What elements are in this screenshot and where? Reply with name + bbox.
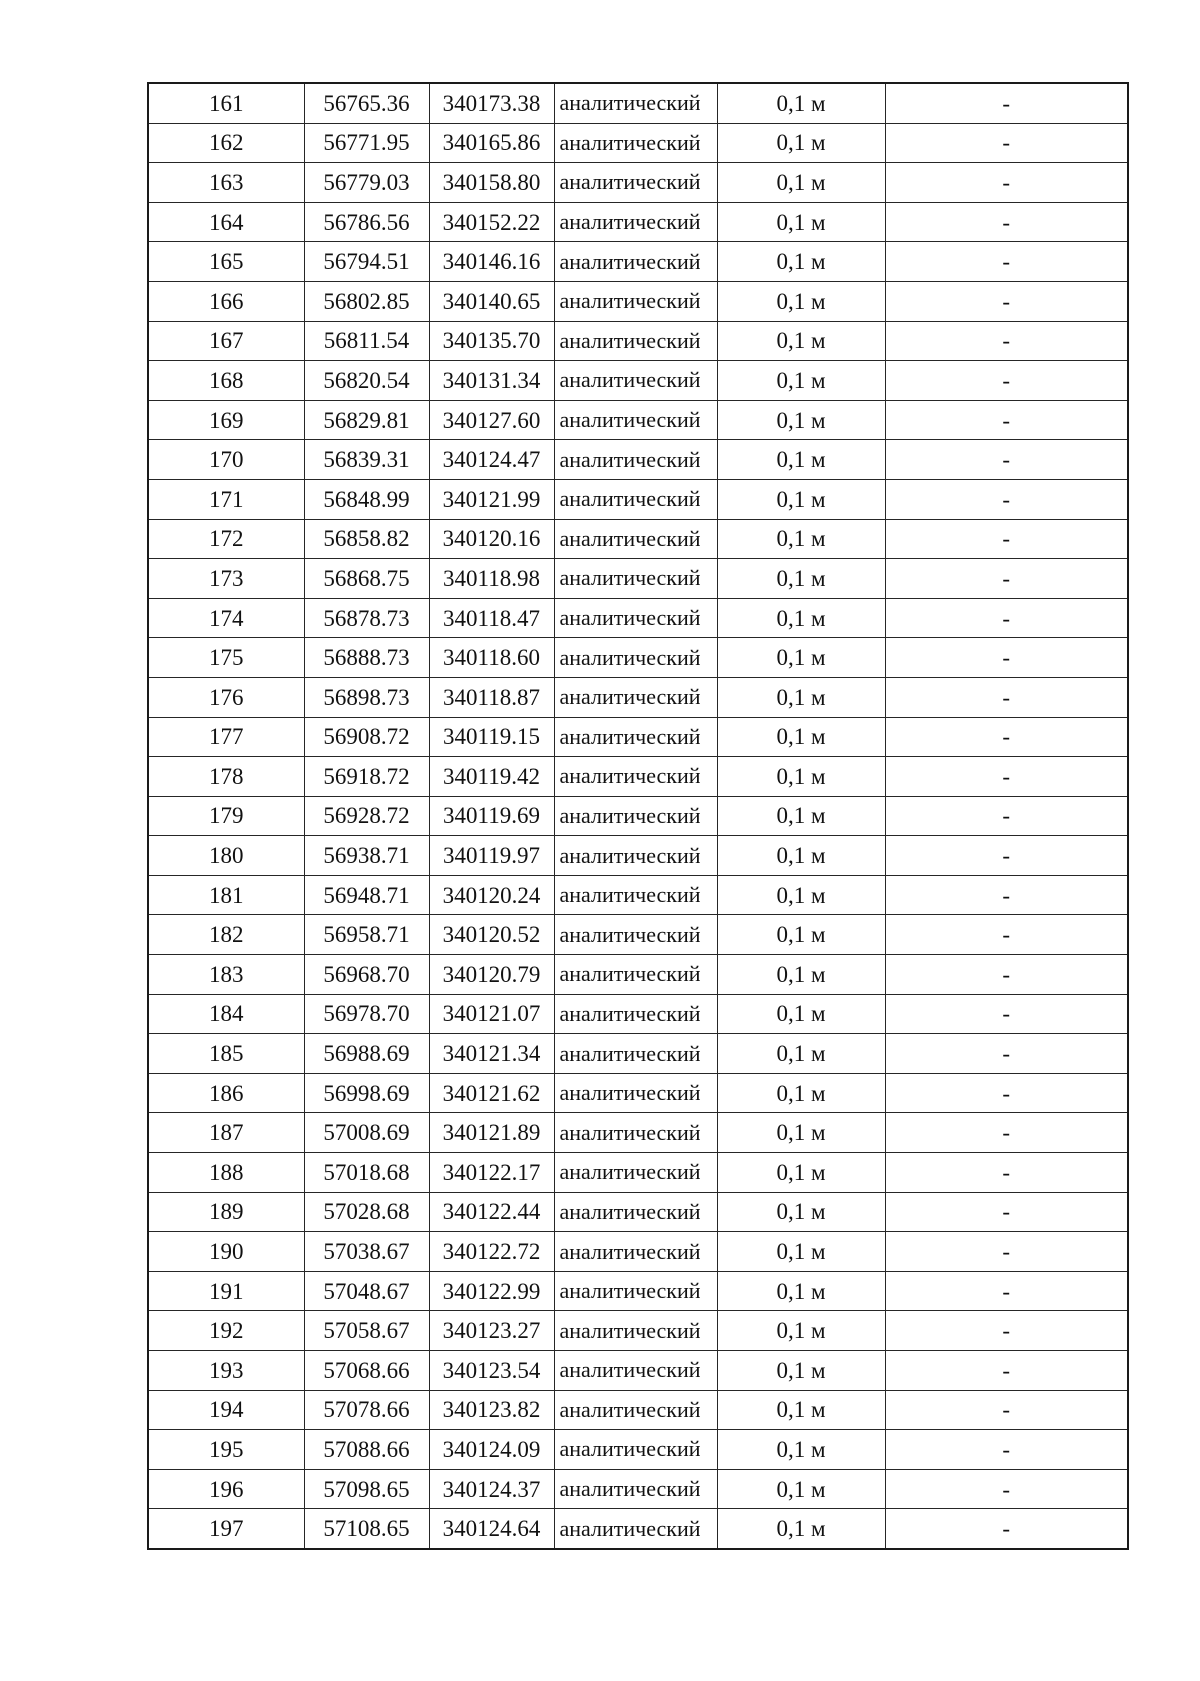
- table-row: [148, 1192, 1128, 1232]
- table-row: [148, 400, 1128, 440]
- method-cell: аналитический: [554, 123, 717, 163]
- point-number-cell: 175: [148, 638, 304, 678]
- x-coordinate-cell: 57108.65: [304, 1509, 429, 1549]
- accuracy-cell: 0,1 м: [717, 83, 885, 123]
- accuracy-cell: 0,1 м: [717, 1469, 885, 1509]
- point-number-cell: 192: [148, 1311, 304, 1351]
- point-number-cell: 161: [148, 83, 304, 123]
- method-cell: аналитический: [554, 875, 717, 915]
- accuracy-cell: 0,1 м: [717, 1430, 885, 1470]
- note-cell: -: [885, 1509, 1128, 1549]
- accuracy-cell: 0,1 м: [717, 875, 885, 915]
- note-cell: -: [885, 836, 1128, 876]
- method-cell: аналитический: [554, 1271, 717, 1311]
- accuracy-cell: 0,1 м: [717, 281, 885, 321]
- y-coordinate-cell: 340119.97: [429, 836, 554, 876]
- point-number-cell: 195: [148, 1430, 304, 1470]
- table-row: [148, 1351, 1128, 1391]
- x-coordinate-cell: 56868.75: [304, 559, 429, 599]
- y-coordinate-cell: 340119.15: [429, 717, 554, 757]
- accuracy-cell: 0,1 м: [717, 440, 885, 480]
- method-cell: аналитический: [554, 400, 717, 440]
- x-coordinate-cell: 56802.85: [304, 281, 429, 321]
- method-cell: аналитический: [554, 1232, 717, 1272]
- table-row: [148, 875, 1128, 915]
- x-coordinate-cell: 56839.31: [304, 440, 429, 480]
- accuracy-cell: 0,1 м: [717, 677, 885, 717]
- table-row: [148, 519, 1128, 559]
- table-row: [148, 559, 1128, 599]
- note-cell: -: [885, 202, 1128, 242]
- point-number-cell: 167: [148, 321, 304, 361]
- method-cell: аналитический: [554, 361, 717, 401]
- accuracy-cell: 0,1 м: [717, 955, 885, 995]
- method-cell: аналитический: [554, 1351, 717, 1391]
- point-number-cell: 178: [148, 757, 304, 797]
- table-row: [148, 479, 1128, 519]
- note-cell: -: [885, 915, 1128, 955]
- table-row: [148, 677, 1128, 717]
- method-cell: аналитический: [554, 717, 717, 757]
- point-number-cell: 197: [148, 1509, 304, 1549]
- x-coordinate-cell: 56794.51: [304, 242, 429, 282]
- note-cell: -: [885, 519, 1128, 559]
- accuracy-cell: 0,1 м: [717, 1153, 885, 1193]
- note-cell: -: [885, 875, 1128, 915]
- method-cell: аналитический: [554, 519, 717, 559]
- note-cell: -: [885, 994, 1128, 1034]
- table-row: [148, 598, 1128, 638]
- note-cell: -: [885, 559, 1128, 599]
- point-number-cell: 179: [148, 796, 304, 836]
- table-row: [148, 361, 1128, 401]
- table-row: [148, 638, 1128, 678]
- accuracy-cell: 0,1 м: [717, 836, 885, 876]
- table-row: [148, 1073, 1128, 1113]
- method-cell: аналитический: [554, 994, 717, 1034]
- table-row: [148, 242, 1128, 282]
- x-coordinate-cell: 56928.72: [304, 796, 429, 836]
- note-cell: -: [885, 242, 1128, 282]
- x-coordinate-cell: 56958.71: [304, 915, 429, 955]
- method-cell: аналитический: [554, 757, 717, 797]
- y-coordinate-cell: 340121.99: [429, 479, 554, 519]
- method-cell: аналитический: [554, 440, 717, 480]
- method-cell: аналитический: [554, 281, 717, 321]
- y-coordinate-cell: 340118.98: [429, 559, 554, 599]
- method-cell: аналитический: [554, 202, 717, 242]
- accuracy-cell: 0,1 м: [717, 757, 885, 797]
- y-coordinate-cell: 340122.44: [429, 1192, 554, 1232]
- point-number-cell: 176: [148, 677, 304, 717]
- point-number-cell: 196: [148, 1469, 304, 1509]
- method-cell: аналитический: [554, 638, 717, 678]
- x-coordinate-cell: 57098.65: [304, 1469, 429, 1509]
- accuracy-cell: 0,1 м: [717, 598, 885, 638]
- table-row: [148, 281, 1128, 321]
- note-cell: -: [885, 479, 1128, 519]
- x-coordinate-cell: 57018.68: [304, 1153, 429, 1193]
- y-coordinate-cell: 340121.89: [429, 1113, 554, 1153]
- point-number-cell: 187: [148, 1113, 304, 1153]
- table-row: [148, 123, 1128, 163]
- note-cell: -: [885, 361, 1128, 401]
- x-coordinate-cell: 56786.56: [304, 202, 429, 242]
- method-cell: аналитический: [554, 479, 717, 519]
- x-coordinate-cell: 56988.69: [304, 1034, 429, 1074]
- method-cell: аналитический: [554, 321, 717, 361]
- y-coordinate-cell: 340123.27: [429, 1311, 554, 1351]
- method-cell: аналитический: [554, 1113, 717, 1153]
- accuracy-cell: 0,1 м: [717, 1113, 885, 1153]
- table-row: [148, 1311, 1128, 1351]
- point-number-cell: 172: [148, 519, 304, 559]
- y-coordinate-cell: 340173.38: [429, 83, 554, 123]
- table-row: [148, 836, 1128, 876]
- point-number-cell: 169: [148, 400, 304, 440]
- method-cell: аналитический: [554, 163, 717, 203]
- table-row: [148, 321, 1128, 361]
- accuracy-cell: 0,1 м: [717, 1509, 885, 1549]
- note-cell: -: [885, 1351, 1128, 1391]
- x-coordinate-cell: 56848.99: [304, 479, 429, 519]
- point-number-cell: 184: [148, 994, 304, 1034]
- method-cell: аналитический: [554, 796, 717, 836]
- note-cell: -: [885, 440, 1128, 480]
- coordinates-table-body: [148, 83, 1128, 1549]
- note-cell: -: [885, 123, 1128, 163]
- method-cell: аналитический: [554, 598, 717, 638]
- y-coordinate-cell: 340121.62: [429, 1073, 554, 1113]
- method-cell: аналитический: [554, 677, 717, 717]
- note-cell: -: [885, 677, 1128, 717]
- accuracy-cell: 0,1 м: [717, 242, 885, 282]
- x-coordinate-cell: 57078.66: [304, 1390, 429, 1430]
- method-cell: аналитический: [554, 1073, 717, 1113]
- x-coordinate-cell: 56779.03: [304, 163, 429, 203]
- method-cell: аналитический: [554, 1509, 717, 1549]
- x-coordinate-cell: 56888.73: [304, 638, 429, 678]
- table-row: [148, 83, 1128, 123]
- y-coordinate-cell: 340122.99: [429, 1271, 554, 1311]
- x-coordinate-cell: 56811.54: [304, 321, 429, 361]
- method-cell: аналитический: [554, 1153, 717, 1193]
- note-cell: -: [885, 796, 1128, 836]
- accuracy-cell: 0,1 м: [717, 915, 885, 955]
- accuracy-cell: 0,1 м: [717, 994, 885, 1034]
- y-coordinate-cell: 340120.79: [429, 955, 554, 995]
- x-coordinate-cell: 57058.67: [304, 1311, 429, 1351]
- method-cell: аналитический: [554, 1390, 717, 1430]
- x-coordinate-cell: 56948.71: [304, 875, 429, 915]
- table-row: [148, 202, 1128, 242]
- point-number-cell: 163: [148, 163, 304, 203]
- accuracy-cell: 0,1 м: [717, 1390, 885, 1430]
- accuracy-cell: 0,1 м: [717, 361, 885, 401]
- note-cell: -: [885, 1113, 1128, 1153]
- note-cell: -: [885, 83, 1128, 123]
- accuracy-cell: 0,1 м: [717, 638, 885, 678]
- point-number-cell: 162: [148, 123, 304, 163]
- x-coordinate-cell: 56829.81: [304, 400, 429, 440]
- y-coordinate-cell: 340127.60: [429, 400, 554, 440]
- method-cell: аналитический: [554, 559, 717, 599]
- method-cell: аналитический: [554, 1311, 717, 1351]
- table-row: [148, 1509, 1128, 1549]
- accuracy-cell: 0,1 м: [717, 559, 885, 599]
- y-coordinate-cell: 340120.52: [429, 915, 554, 955]
- y-coordinate-cell: 340152.22: [429, 202, 554, 242]
- table-row: [148, 757, 1128, 797]
- accuracy-cell: 0,1 м: [717, 1311, 885, 1351]
- note-cell: -: [885, 1430, 1128, 1470]
- y-coordinate-cell: 340146.16: [429, 242, 554, 282]
- accuracy-cell: 0,1 м: [717, 321, 885, 361]
- point-number-cell: 189: [148, 1192, 304, 1232]
- y-coordinate-cell: 340122.17: [429, 1153, 554, 1193]
- accuracy-cell: 0,1 м: [717, 1073, 885, 1113]
- accuracy-cell: 0,1 м: [717, 1232, 885, 1272]
- table-row: [148, 1390, 1128, 1430]
- note-cell: -: [885, 1073, 1128, 1113]
- y-coordinate-cell: 340135.70: [429, 321, 554, 361]
- x-coordinate-cell: 57008.69: [304, 1113, 429, 1153]
- accuracy-cell: 0,1 м: [717, 123, 885, 163]
- point-number-cell: 171: [148, 479, 304, 519]
- y-coordinate-cell: 340118.87: [429, 677, 554, 717]
- y-coordinate-cell: 340121.34: [429, 1034, 554, 1074]
- y-coordinate-cell: 340121.07: [429, 994, 554, 1034]
- point-number-cell: 173: [148, 559, 304, 599]
- table-row: [148, 1271, 1128, 1311]
- x-coordinate-cell: 57068.66: [304, 1351, 429, 1391]
- point-number-cell: 191: [148, 1271, 304, 1311]
- y-coordinate-cell: 340120.24: [429, 875, 554, 915]
- method-cell: аналитический: [554, 915, 717, 955]
- method-cell: аналитический: [554, 83, 717, 123]
- table-row: [148, 1469, 1128, 1509]
- point-number-cell: 194: [148, 1390, 304, 1430]
- note-cell: -: [885, 1232, 1128, 1272]
- accuracy-cell: 0,1 м: [717, 1192, 885, 1232]
- note-cell: -: [885, 1153, 1128, 1193]
- point-number-cell: 181: [148, 875, 304, 915]
- accuracy-cell: 0,1 м: [717, 717, 885, 757]
- y-coordinate-cell: 340165.86: [429, 123, 554, 163]
- table-row: [148, 440, 1128, 480]
- note-cell: -: [885, 163, 1128, 203]
- method-cell: аналитический: [554, 955, 717, 995]
- point-number-cell: 180: [148, 836, 304, 876]
- x-coordinate-cell: 56938.71: [304, 836, 429, 876]
- note-cell: -: [885, 638, 1128, 678]
- x-coordinate-cell: 56858.82: [304, 519, 429, 559]
- accuracy-cell: 0,1 м: [717, 796, 885, 836]
- y-coordinate-cell: 340124.47: [429, 440, 554, 480]
- x-coordinate-cell: 56820.54: [304, 361, 429, 401]
- y-coordinate-cell: 340119.42: [429, 757, 554, 797]
- note-cell: -: [885, 598, 1128, 638]
- point-number-cell: 190: [148, 1232, 304, 1272]
- x-coordinate-cell: 57088.66: [304, 1430, 429, 1470]
- x-coordinate-cell: 56765.36: [304, 83, 429, 123]
- x-coordinate-cell: 56908.72: [304, 717, 429, 757]
- table-row: [148, 955, 1128, 995]
- note-cell: -: [885, 1311, 1128, 1351]
- note-cell: -: [885, 955, 1128, 995]
- note-cell: -: [885, 1034, 1128, 1074]
- point-number-cell: 183: [148, 955, 304, 995]
- note-cell: -: [885, 757, 1128, 797]
- table-row: [148, 915, 1128, 955]
- y-coordinate-cell: 340118.60: [429, 638, 554, 678]
- y-coordinate-cell: 340124.37: [429, 1469, 554, 1509]
- accuracy-cell: 0,1 м: [717, 1351, 885, 1391]
- accuracy-cell: 0,1 м: [717, 400, 885, 440]
- note-cell: -: [885, 281, 1128, 321]
- x-coordinate-cell: 56771.95: [304, 123, 429, 163]
- y-coordinate-cell: 340124.64: [429, 1509, 554, 1549]
- point-number-cell: 193: [148, 1351, 304, 1391]
- table-row: [148, 1113, 1128, 1153]
- y-coordinate-cell: 340124.09: [429, 1430, 554, 1470]
- accuracy-cell: 0,1 м: [717, 1034, 885, 1074]
- note-cell: -: [885, 321, 1128, 361]
- x-coordinate-cell: 56968.70: [304, 955, 429, 995]
- point-number-cell: 166: [148, 281, 304, 321]
- coordinates-table: [147, 82, 1129, 1550]
- note-cell: -: [885, 1192, 1128, 1232]
- note-cell: -: [885, 1390, 1128, 1430]
- table-row: [148, 1232, 1128, 1272]
- point-number-cell: 185: [148, 1034, 304, 1074]
- method-cell: аналитический: [554, 1034, 717, 1074]
- method-cell: аналитический: [554, 1430, 717, 1470]
- point-number-cell: 186: [148, 1073, 304, 1113]
- method-cell: аналитический: [554, 1192, 717, 1232]
- table-row: [148, 163, 1128, 203]
- table-row: [148, 994, 1128, 1034]
- method-cell: аналитический: [554, 1469, 717, 1509]
- x-coordinate-cell: 56998.69: [304, 1073, 429, 1113]
- point-number-cell: 164: [148, 202, 304, 242]
- x-coordinate-cell: 56898.73: [304, 677, 429, 717]
- y-coordinate-cell: 340123.82: [429, 1390, 554, 1430]
- table-row: [148, 717, 1128, 757]
- x-coordinate-cell: 57038.67: [304, 1232, 429, 1272]
- x-coordinate-cell: 57028.68: [304, 1192, 429, 1232]
- note-cell: -: [885, 717, 1128, 757]
- y-coordinate-cell: 340120.16: [429, 519, 554, 559]
- point-number-cell: 174: [148, 598, 304, 638]
- point-number-cell: 165: [148, 242, 304, 282]
- table-row: [148, 1153, 1128, 1193]
- accuracy-cell: 0,1 м: [717, 1271, 885, 1311]
- accuracy-cell: 0,1 м: [717, 202, 885, 242]
- point-number-cell: 170: [148, 440, 304, 480]
- point-number-cell: 188: [148, 1153, 304, 1193]
- x-coordinate-cell: 56878.73: [304, 598, 429, 638]
- y-coordinate-cell: 340118.47: [429, 598, 554, 638]
- point-number-cell: 168: [148, 361, 304, 401]
- accuracy-cell: 0,1 м: [717, 519, 885, 559]
- note-cell: -: [885, 1271, 1128, 1311]
- point-number-cell: 182: [148, 915, 304, 955]
- method-cell: аналитический: [554, 242, 717, 282]
- note-cell: -: [885, 400, 1128, 440]
- table-row: [148, 1034, 1128, 1074]
- x-coordinate-cell: 56978.70: [304, 994, 429, 1034]
- x-coordinate-cell: 57048.67: [304, 1271, 429, 1311]
- y-coordinate-cell: 340119.69: [429, 796, 554, 836]
- point-number-cell: 177: [148, 717, 304, 757]
- y-coordinate-cell: 340140.65: [429, 281, 554, 321]
- y-coordinate-cell: 340131.34: [429, 361, 554, 401]
- method-cell: аналитический: [554, 836, 717, 876]
- table-row: [148, 796, 1128, 836]
- x-coordinate-cell: 56918.72: [304, 757, 429, 797]
- accuracy-cell: 0,1 м: [717, 479, 885, 519]
- y-coordinate-cell: 340158.80: [429, 163, 554, 203]
- table-row: [148, 1430, 1128, 1470]
- accuracy-cell: 0,1 м: [717, 163, 885, 203]
- y-coordinate-cell: 340122.72: [429, 1232, 554, 1272]
- note-cell: -: [885, 1469, 1128, 1509]
- y-coordinate-cell: 340123.54: [429, 1351, 554, 1391]
